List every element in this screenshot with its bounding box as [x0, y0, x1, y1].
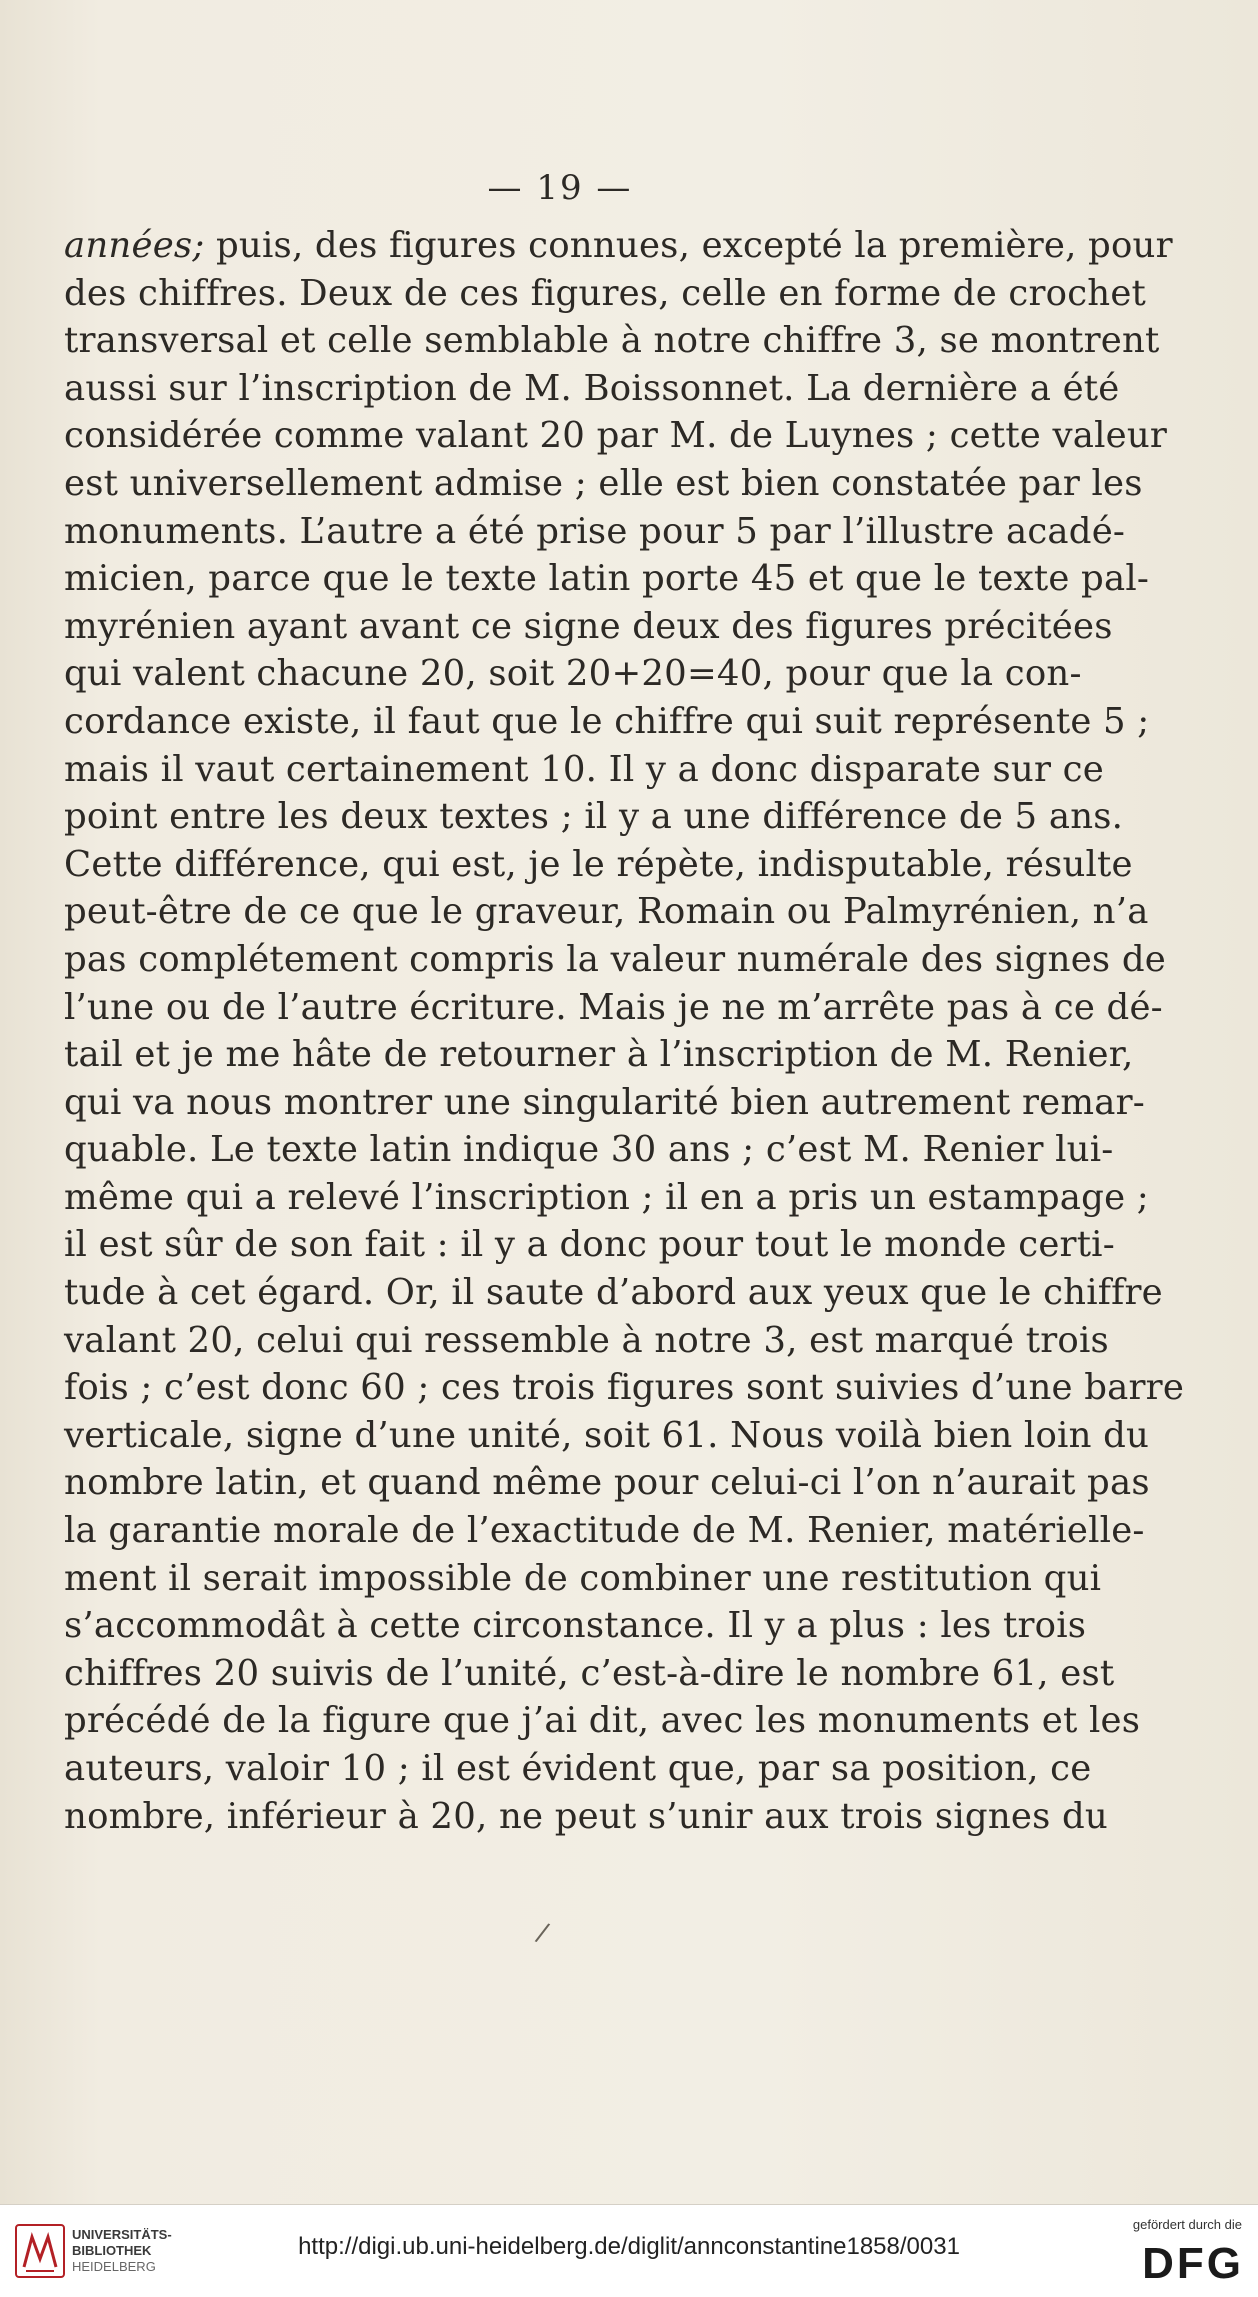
text-line: Cette différence, qui est, je le répète, indisputable, résulte — [64, 843, 1133, 885]
text-line: s’accommodât à cette circonstance. Il y a plus : les trois — [64, 1605, 1087, 1647]
institution-line: BIBLIOTHEK — [72, 2243, 152, 2258]
page-number: — 19 — — [487, 168, 633, 208]
text-line: micien, parce que le texte latin porte 45 et que le texte pal- — [64, 558, 1150, 600]
text-line: précédé de la figure que j’ai dit, avec les monuments et les — [64, 1700, 1141, 1742]
funded-by-label: gefördert durch die — [1132, 2217, 1242, 2232]
text-line: point entre les deux textes ; il y a une différence de 5 ans. — [64, 796, 1124, 838]
text-line: peut-être de ce que le graveur, Romain ou Palmyrénien, n’a — [64, 891, 1149, 933]
text-line: quable. Le texte latin indique 30 ans ; c’est M. Renier lui- — [64, 1129, 1114, 1171]
text-line: ment il serait impossible de combiner une restitution qui — [64, 1557, 1102, 1599]
text-line: l’une ou de l’autre écriture. Mais je ne m’arrête pas à ce dé- — [64, 986, 1163, 1028]
text-line: myrénien ayant avant ce signe deux des figures précitées — [64, 605, 1113, 647]
text-line: nombre latin, et quand même pour celui-ci l’on n’aurait pas — [64, 1462, 1150, 1504]
text-line: verticale, signe d’une unité, soit 61. Nous voilà bien loin du — [64, 1414, 1150, 1456]
text-line: nombre, inférieur à 20, ne peut s’unir aux trois signes du — [64, 1795, 1108, 1837]
text-line: aussi sur l’inscription de M. Boissonnet. La dernière a été — [64, 367, 1120, 409]
text-line: tail et je me hâte de retourner à l’inscription de M. Renier, — [64, 1034, 1134, 1076]
text-line: des chiffres. Deux de ces figures, celle en forme de crochet — [64, 272, 1147, 314]
text-line: la garantie morale de l’exactitude de M. Renier, matérielle- — [64, 1510, 1145, 1552]
text-line: est universellement admise ; elle est bien constatée par les — [64, 462, 1143, 504]
text-line: transversal et celle semblable à notre chiffre 3, se montrent — [64, 320, 1160, 362]
text-line: il est sûr de son fait : il y a donc pour tout le monde certi- — [64, 1224, 1115, 1266]
institution-line: UNIVERSITÄTS- — [72, 2227, 172, 2242]
text-line: mais il vaut certainement 10. Il y a donc disparate sur ce — [64, 748, 1104, 790]
text-line: fois ; c’est donc 60 ; ces trois figures sont suivies d’une barre — [64, 1367, 1185, 1409]
text-line: valant 20, celui qui ressemble à notre 3, est marqué trois — [64, 1319, 1109, 1361]
viewer-footer — [0, 2204, 1258, 2297]
text-line: qui va nous montrer une singularité bien autrement remar- — [64, 1081, 1145, 1123]
text-line: auteurs, valoir 10 ; il est évident que, par sa position, ce — [64, 1748, 1092, 1789]
text-line-1 — [64, 222, 1173, 270]
text-line: tude à cet égard. Or, il saute d’abord aux yeux que le chiffre — [64, 1272, 1163, 1314]
ink-mark: / — [533, 1917, 552, 1949]
institution-line: HEIDELBERG — [72, 2259, 156, 2274]
text-line: qui valent chacune 20, soit 20+20=40, pour que la con- — [64, 653, 1082, 695]
italic-word: années; — [64, 225, 205, 266]
text-line: chiffres 20 suivis de l’unité, c’est-à-dire le nombre 61, est — [64, 1652, 1115, 1694]
text-line-1-rest: puis, des figures connues, excepté la première, pour — [216, 225, 1173, 266]
text-line: monuments. L’autre a été prise pour 5 par l’illustre acadé- — [64, 510, 1126, 552]
text-line: pas complétement compris la valeur numérale des signes de — [64, 938, 1166, 980]
text-line: considérée comme valant 20 par M. de Luynes ; cette valeur — [64, 415, 1168, 457]
text-line: même qui a relevé l’inscription ; il en a pris un estampage ; — [64, 1176, 1149, 1218]
permalink-url[interactable]: http://digi.ub.uni-heidelberg.de/diglit/annconstantine1858/0031 — [298, 2233, 960, 2260]
body-text — [64, 222, 1185, 1840]
text-line: cordance existe, il faut que le chiffre qui suit représente 5 ; — [64, 700, 1150, 742]
dfg-logo[interactable]: DFG — [1142, 2239, 1244, 2288]
